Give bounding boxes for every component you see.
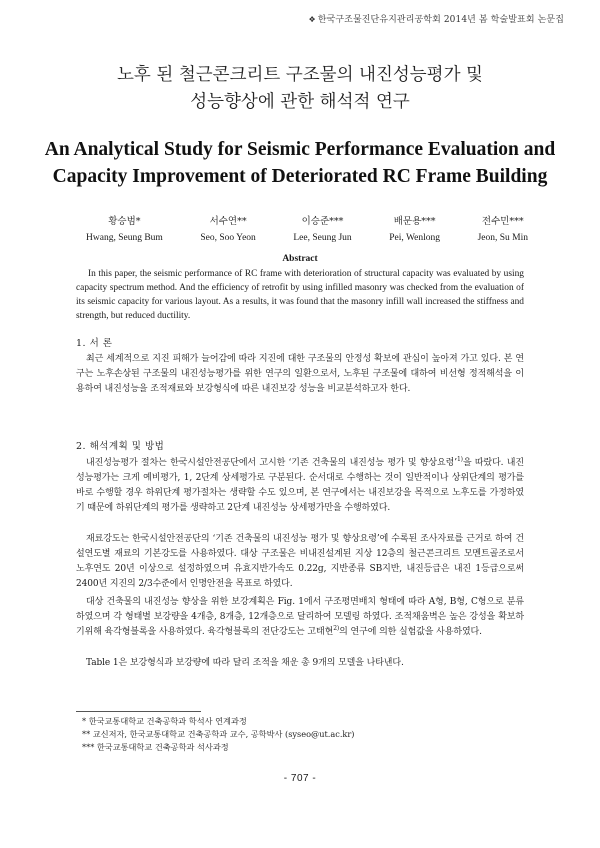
paragraph-text: 대상 건축물의 내진성능 향상을 위한 보강계획은 Fig. 1에서 구조평면배치 형태에 따라 A형, B형, C형으로 분류하였으며 각 형태별 보강량을 4개층, 8개층, 12개층으로 달리하여 모델링 하였다. 조적채움벽은 높은 강성을 확보하기위해 육각형블록을 사용하였다. 육각형블록의 전단강도는 고태현 xyxy=(76,597,524,637)
paragraph-text: 의 연구에 의한 실험값을 사용하였다. xyxy=(339,627,482,637)
korean-title xyxy=(0,62,600,116)
english-title-line-2: Capacity Improvement of Deteriorated RC Frame Building xyxy=(52,166,548,187)
diamond-bullet-icon: ❖ xyxy=(308,15,316,24)
footnote-1: * 한국교통대학교 건축공학과 학석사 연계과정 xyxy=(82,716,247,726)
author-english-name: Jeon, Su Min xyxy=(477,233,528,243)
english-title-line-1: An Analytical Study for Seismic Performance Evaluation and xyxy=(44,139,556,160)
analysis-paragraph-2: 재료강도는 한국시설안전공단의 ‘기존 건축물의 내진성능 평가 및 향상요령’에 수록된 조사자료를 근거로 하여 건설연도별 재료의 기본강도를 사용하였다. 대상 구조물은 비내진설계된 지상 12층의 철근콘크리트 모멘트골조로서 노후연도 20년 이상으로 설정하였으며 유효지반가속도 0.22g, 지반종류 SB지반, 내진등급은 내진 1등급으로써 2400년 지진의 2/3수준에서 인명안전을 목표로 하였다. xyxy=(76,534,524,589)
author-english-name: Pei, Wenlong xyxy=(389,233,441,243)
author-list xyxy=(86,214,528,246)
author-4 xyxy=(389,214,440,246)
author-5 xyxy=(478,214,528,246)
author-korean-name: 황승범* xyxy=(108,216,141,227)
page-number: - 707 - xyxy=(283,773,317,784)
footnote-3: *** 한국교통대학교 건축공학과 석사과정 xyxy=(82,742,229,752)
paragraph-text: 을 따랐다. 내진성능평가는 크게 예비평가, 1, 2단계 상세평가로 구분된다. 순서대로 수행하는 것이 일반적이나 상위단계의 평가를 바로 수행할 경우 하위단계 평가절차는 생략할 수도 있으며, 본 연구에서는 내진보강을 목적으로 노후도를 가정하였기 때문에 하위단계의 평가를 생략하고 2단계 내진성능 상세평가만을 수행하였다. xyxy=(76,458,524,513)
section-heading-introduction: 1. 서 론 xyxy=(76,338,113,349)
korean-title-line-1: 노후 된 철근콘크리트 구조물의 내진성능평가 및 xyxy=(117,65,483,85)
running-head xyxy=(309,12,565,25)
author-1 xyxy=(86,214,163,246)
abstract-body: In this paper, the seismic performance of RC frame with deterioration of structural capacity was evaluated by using capacity spectrum method. And the efficiency of retrofit by using infilled masonry was checked from the evaluation of its seismic capacity for various layout. As a results, it was found that the masonry infill wall increased the stiffness and strength, but reduced ductility. xyxy=(76,269,524,321)
footnote-divider xyxy=(76,711,201,712)
reference-marker: 2) xyxy=(333,625,340,632)
analysis-paragraph-3 xyxy=(76,595,524,640)
author-korean-name: 전수민*** xyxy=(481,216,524,227)
footnotes xyxy=(82,715,522,754)
author-3 xyxy=(293,214,351,246)
author-english-name: Hwang, Seung Bum xyxy=(86,233,163,243)
author-korean-name: 이승준*** xyxy=(301,216,344,227)
paragraph-text: 내진성능평가 절차는 한국시설안전공단에서 고시한 ‘기존 건축물의 내진성능 평가 및 향상요령’ xyxy=(86,458,457,468)
korean-title-line-2: 성능향상에 관한 해석적 연구 xyxy=(190,92,410,112)
introduction-paragraph: 최근 세계적으로 지진 피해가 늘어감에 따라 지진에 대한 구조물의 안정성 확보에 관심이 높아져 가고 있다. 본 연구는 노후손상된 구조물의 내진성능평가를 위한 연구의 일환으로서, 노후된 구조물에 대하여 비선형 정적해석을 이용하여 내진성능을 조적재료와 보강형식에 따른 내진보강 성능을 비교분석하고자 한다. xyxy=(76,354,524,394)
author-korean-name: 서수연** xyxy=(209,216,247,227)
footnote-2: ** 교신저자, 한국교통대학교 건축공학과 교수, 공학박사 (syseo@ut.ac.kr) xyxy=(82,729,355,739)
abstract-heading: Abstract xyxy=(282,254,318,264)
analysis-paragraph-4: Table 1은 보강형식과 보강량에 따라 달리 조적을 채운 총 9개의 모델을 나타낸다. xyxy=(86,658,404,668)
author-korean-name: 배문용*** xyxy=(393,216,436,227)
author-english-name: Seo, Soo Yeon xyxy=(200,233,256,243)
section-heading-analysis-plan: 2. 해석계획 및 방법 xyxy=(76,441,165,452)
author-2 xyxy=(200,214,255,246)
analysis-paragraph-1 xyxy=(76,456,524,516)
english-title xyxy=(0,136,600,190)
author-english-name: Lee, Seung Jun xyxy=(293,233,352,243)
running-head-text: 한국구조물진단유지관리공학회 2014년 봄 학술발표회 논문집 xyxy=(317,15,564,25)
reference-marker: 1) xyxy=(456,456,463,463)
